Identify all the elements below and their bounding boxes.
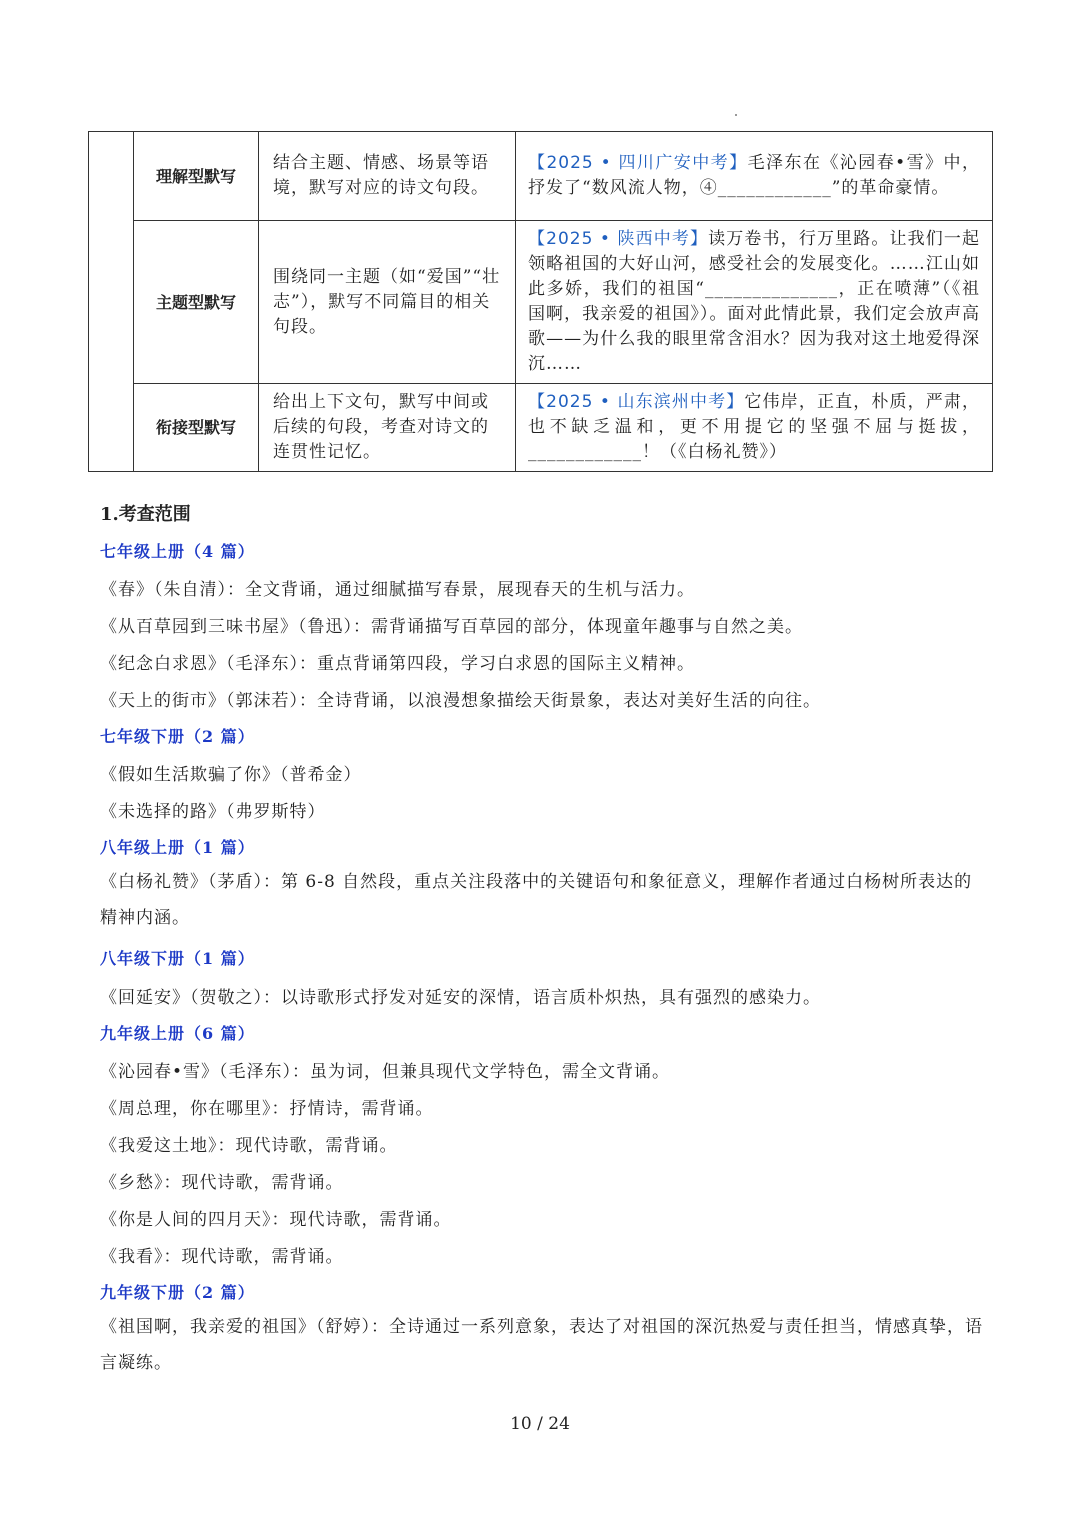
list-item: 《从百草园到三味书屋》（鲁迅）：需背诵描写百草园的部分，体现童年趣事与自然之美。 [100, 617, 803, 637]
dictation-types-table [88, 131, 993, 472]
type-cell: 主题型默写 [134, 221, 259, 384]
description-cell: 给出上下文句，默写中间或后续的句段，考查对诗文的连贯性记忆。 [259, 384, 516, 472]
table-row [89, 221, 993, 384]
list-item: 《周总理，你在哪里》：抒情诗，需背诵。 [100, 1099, 434, 1119]
grade-heading: 八年级下册（1 篇） [100, 949, 255, 968]
table-row [89, 384, 993, 472]
type-cell: 衔接型默写 [134, 384, 259, 472]
grade-heading: 九年级下册（2 篇） [100, 1283, 255, 1302]
grade-heading: 七年级上册（4 篇） [100, 542, 255, 561]
list-item: 《祖国啊，我亲爱的祖国》（舒婷）：全诗通过一系列意象，表达了对祖国的深沉热爱与责任担当，情感真挚，语言凝练。 [100, 1317, 983, 1373]
list-item: 《纪念白求恩》（毛泽东）：重点背诵第四段，学习白求恩的国际主义精神。 [100, 654, 695, 674]
description-cell: 围绕同一主题（如“爱国”“壮志”），默写不同篇目的相关句段。 [259, 221, 516, 384]
grade-heading: 八年级上册（1 篇） [100, 838, 255, 857]
list-item: 《天上的街市》（郭沫若）：全诗背诵，以浪漫想象描绘天街景象，表达对美好生活的向往。 [100, 691, 821, 711]
section-title: 1.考查范围 [100, 504, 191, 525]
list-item: 《白杨礼赞》（茅盾）：第 6-8 自然段，重点关注段落中的关键语句和象征意义，理解作者通过白杨树所表达的精神内涵。 [100, 872, 973, 928]
example-cell [516, 132, 993, 221]
grade-heading: 九年级上册（6 篇） [100, 1024, 255, 1043]
list-item: 《春》（朱自清）：全文背诵，通过细腻描写春景，展现春天的生机与活力。 [100, 580, 695, 600]
grade-heading: 七年级下册（2 篇） [100, 727, 255, 746]
list-item: 《我爱这土地》：现代诗歌，需背诵。 [100, 1136, 398, 1156]
page-number: 10 / 24 [510, 1414, 570, 1434]
list-item: 《未选择的路》（弗罗斯特） [100, 802, 326, 822]
table-row [89, 132, 993, 221]
exam-source-tag: 【2025 • 四川广安中考】 [528, 153, 748, 173]
exam-source-tag: 【2025 • 陕西中考】 [528, 229, 709, 249]
list-item: 《你是人间的四月天》：现代诗歌，需背诵。 [100, 1210, 452, 1230]
list-item: 《我看》：现代诗歌，需背诵。 [100, 1247, 344, 1267]
list-item: 《假如生活欺骗了你》（普希金） [100, 765, 362, 785]
merged-blank-cell [89, 132, 134, 472]
example-text: 读万卷书，行万里路。让我们一起领略祖国的大好山河，感受社会的发展变化。……江山如此多娇，我们的祖国“______________，正在喷薄”（《祖国啊，我亲爱的祖国》）。面对此情此景，我们定会放声高歌——为什么我的眼里常含泪水？因为我对这土地爱得深沉…… [528, 229, 980, 374]
type-cell: 理解型默写 [134, 132, 259, 221]
example-cell [516, 221, 993, 384]
description-cell: 结合主题、情感、场景等语境，默写对应的诗文句段。 [259, 132, 516, 221]
example-cell [516, 384, 993, 472]
list-item: 《回延安》（贺敬之）：以诗歌形式抒发对延安的深情，语言质朴炽热，具有强烈的感染力。 [100, 988, 821, 1008]
stray-dot [735, 114, 737, 116]
example-text: 毛泽东在《沁园春•雪》中，抒发了“数风流人物，④____________”的革命豪情。 [528, 153, 980, 198]
list-item: 《乡愁》：现代诗歌，需背诵。 [100, 1173, 344, 1193]
example-text: 它伟岸，正直，朴质，严肃，也不缺乏温和，更不用提它的坚强不屈与挺拔，____________！（《白杨礼赞》） [528, 392, 980, 462]
exam-source-tag: 【2025 • 山东滨州中考】 [528, 392, 745, 412]
list-item: 《沁园春•雪》（毛泽东）：虽为词，但兼具现代文学特色，需全文背诵。 [100, 1062, 671, 1082]
